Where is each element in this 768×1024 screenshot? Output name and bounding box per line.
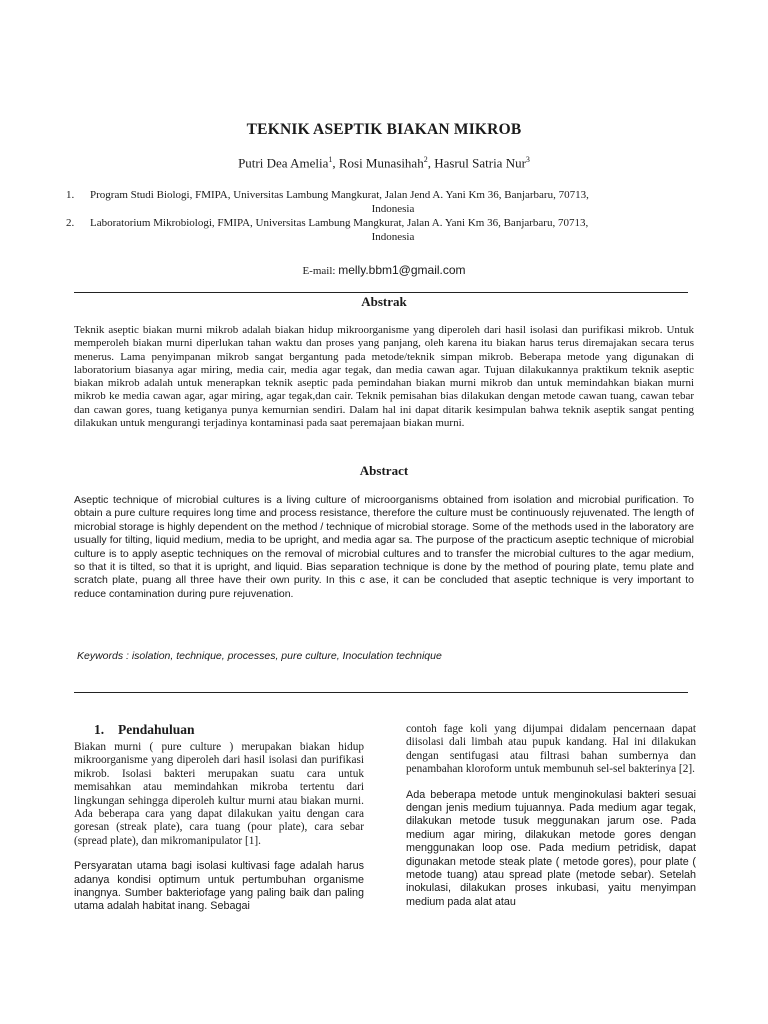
abstrak-body: Teknik aseptic biakan murni mikrob adalah biakan hidup mikroorganisme yang diperoleh dari hasil isolasi dan purifikasi mikrob. Untuk memperoleh biakan murni diperlukan tahan waktu dan proses yang panjang, oleh karena itu biakan harus terus diremajakan secara terus menerus. Lama penyimpanan mikrob sangat bergantung pada metode/teknik simpan mikrob. Beberapa metode yang digunakan di laboratorium biasanya agar miring, media cair, media agar tegak, dan media cawan agar. Tujuan dilakukannya praktikum teknik aseptic biakan mikrob adalah untuk menerapkan teknik aseptic pada pemindahan biakan murni mikrob dan untuk memindahkan biakan murni mikrob ke media cawan agar, agar miring, agar tegak,dan cair. Teknik pemisahan bias dilakukan dengan metode cawan tuang, cawan tebar dan cawan gores, tuang ketiganya punya kemurnian sendiri. Dalam hal ini dapat ditarik kesimpulan bahwa teknik aseptik sangat penting dilakukan untuk mengurangi terjadinya kontaminasi pada saat peremajaan biakan murni.	[74, 324, 694, 430]
author-3-affil: 3	[525, 155, 530, 164]
author-2: Rosi Munasihah	[338, 155, 424, 171]
affiliation-2	[66, 216, 696, 244]
author-2-affil: 2	[423, 155, 428, 164]
right-column	[406, 723, 696, 921]
section-title: Pendahuluan	[118, 722, 195, 737]
abstract-heading: Abstract	[359, 463, 409, 478]
paragraph: contoh fage koli yang dijumpai didalam pencernaan dapat diisolasi dali limbah atau pupuk kandang. Hal ini dilakukan dengan sentifugasi atau filtrasi bahan sumbernya dan penambahan kloroform untuk membunuh sel-sel bakterinya [2].	[406, 723, 696, 776]
author-3: Hasrul Satria Nur	[434, 155, 526, 171]
paragraph: Biakan murni ( pure culture ) merupakan biakan hidup mikroorganisme yang diperoleh dari hasil isolasi dan purifikasi mikrob. Isolasi bakteri merupakan suatu cara untuk memisahkan atau memindahkan mikroba tertentu dari lingkungan sehingga diperoleh kultur murni atau biakan murni. Ada beberapa cara yang dapat dilakukan yaitu dengan cara goresan (streak plate), cara tuang (pour plate), cara sebar (spread plate), dan mikromanipulator [1].	[74, 741, 364, 847]
paragraph: Persyaratan utama bagi isolasi kultivasi fage adalah harus adanya kondisi optimum untuk pertumbuhan organisme inangnya. Sumber bakteriofage yang paling baik dan paling utama adalah habitat inang. Sebagai	[74, 860, 364, 913]
author-1-affil: 1	[328, 155, 333, 164]
affiliation-number: 2.	[66, 217, 75, 229]
paragraph: Ada beberapa metode untuk menginokulasi bakteri sesuai dengan jenis medium tujuannya. Pada medium agar tegak, dilakukan metode tusuk meggunakan jarum ose. Pada medium agar miring, dilakukan metode gores dengan menggunakan loop ose. Pada medium petridisk, dapat digunakan metode steak plate ( metode gores), pour plate ( metode tuang) atau spread plate (metode sebar). Setelah inokulasi, dilakukan proses inkubasi, yaitu menyimpan medium pada alat atau	[406, 788, 696, 908]
section-number: 1.	[94, 722, 105, 737]
author-sep: ,	[427, 155, 435, 171]
email-line	[0, 263, 768, 277]
divider-bottom	[74, 692, 688, 693]
abstract-body: Aseptic technique of microbial cultures is a living culture of microorganisms obtained from isolation and microbial purification. To obtain a pure culture requires long time and process resistance, therefore the culture must be continuously rejuvenated. The length of microbial storage is highly dependent on the method / technique of microbial storage. Some of the methods used in the laboratory are usually for tilting, liquid medium, media to be upright, and media agar sa. The purpose of the practicum aseptic technique of microbial culture is to apply aseptic techniques on the removal of microbial cultures and to transfer the microbial cultures to the agar medium, so that it is tilted, so that it is upright, and liquid. Bias separation technique is done by the method of pouring plate, temu plate and scratch plate, puang all three have their own purity. In this c ase, it can be concluded that aseptic technique is very important to reduce contamination during pure rejuvenation.	[74, 494, 694, 600]
paper-title: TEKNIK ASEPTIK BIAKAN MIKROB	[246, 121, 522, 138]
affiliation-country: Indonesia	[371, 231, 415, 243]
affiliation-line: Laboratorium Mikrobiologi, FMIPA, Universitas Lambung Mangkurat, Jalan A. Yani Km 36, Banjarbaru, 70713,	[90, 217, 589, 229]
author-1: Putri Dea Amelia	[238, 155, 329, 171]
section-heading-pendahuluan	[94, 722, 195, 738]
left-column	[74, 741, 364, 926]
affiliation-1	[66, 188, 696, 216]
author-sep: ,	[332, 155, 339, 171]
author-line	[0, 155, 768, 171]
email-label: E-mail:	[302, 265, 339, 277]
keywords: Keywords : isolation, technique, processes, pure culture, Inoculation technique	[77, 650, 442, 662]
divider-top	[74, 292, 688, 293]
affiliation-line: Program Studi Biologi, FMIPA, Universitas Lambung Mangkurat, Jalan Jend A. Yani Km 36, Banjarbaru, 70713,	[90, 189, 589, 201]
affiliation-country: Indonesia	[371, 203, 415, 215]
affiliation-number: 1.	[66, 189, 75, 201]
abstrak-heading: Abstrak	[361, 294, 407, 309]
email-address[interactable]: melly.bbm1@gmail.com	[338, 263, 466, 277]
